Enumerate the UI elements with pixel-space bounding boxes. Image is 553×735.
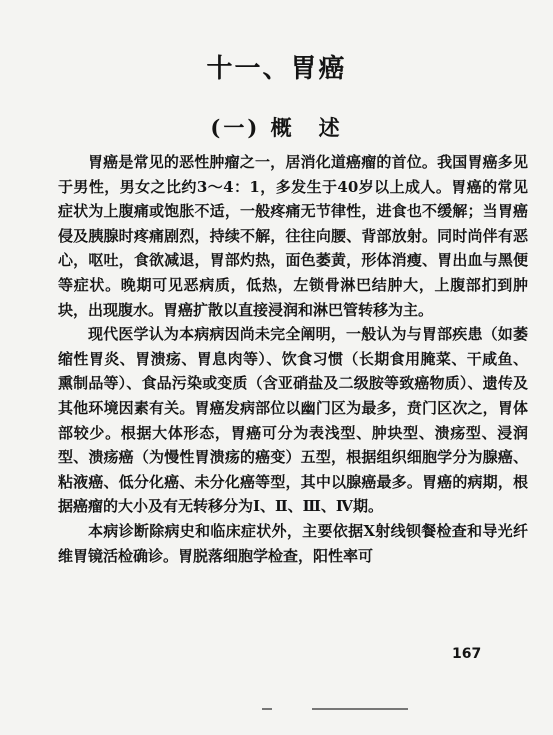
chapter-title: 十一、胃癌 xyxy=(206,54,347,84)
scan-artifact xyxy=(262,708,272,710)
body-text xyxy=(58,150,528,568)
paragraph-diagnosis: 本病诊断除病史和临床症状外，主要依据X射线钡餐检查和导光纤维胃镜活检确诊。胃脱落细胞学检查，阳性率可 xyxy=(58,521,528,565)
section-title: (一) 概 述 xyxy=(210,115,343,140)
page-number: 167 xyxy=(452,646,482,662)
paragraph-etiology: 现代医学认为本病病因尚未完全阐明，一般认为与胃部疾患（如萎缩性胃炎、胃溃疡、胃息肉等）、饮食习惯（长期食用腌菜、干咸鱼、熏制品等）、食品污染或变质（含亚硝盐及二级胺等致癌物质）、遗传及其他环境因素有关。胃癌发病部位以幽门区为最多，贲门区次之，胃体部较少。根据大体形态，胃癌可分为表浅型、肿块型、溃疡型、浸润型、溃疡癌（为慢性胃溃疡的癌变）五型，根据组织细胞学分为腺癌、粘液癌、低分化癌、未分化癌等型，其中以腺癌最多。胃癌的病期，根据癌瘤的大小及有无转移分为Ⅰ、Ⅱ、Ⅲ、Ⅳ期。 xyxy=(58,325,528,516)
scan-artifact xyxy=(312,708,408,710)
paragraph-overview: 胃癌是常见的恶性肿瘤之一，居消化道癌瘤的首位。我国胃癌多见于男性，男女之比约3～4：1，多发生于40岁以上成人。胃癌的常见症状为上腹痛或饱胀不适，一般疼痛无节律性，进食也不缓解；当胃癌侵及胰腺时疼痛剧烈，持续不解，往往向腰、背部放射。同时尚伴有恶心，呕吐，食欲减退，胃部灼热，面色萎黄，形体消瘦、胃出血与黑便等症状。晚期可见恶病质，低热，左锁骨淋巴结肿大，上腹部扪到肿块，出现腹水。胃癌扩散以直接浸润和淋巴管转移为主。 xyxy=(58,153,528,319)
